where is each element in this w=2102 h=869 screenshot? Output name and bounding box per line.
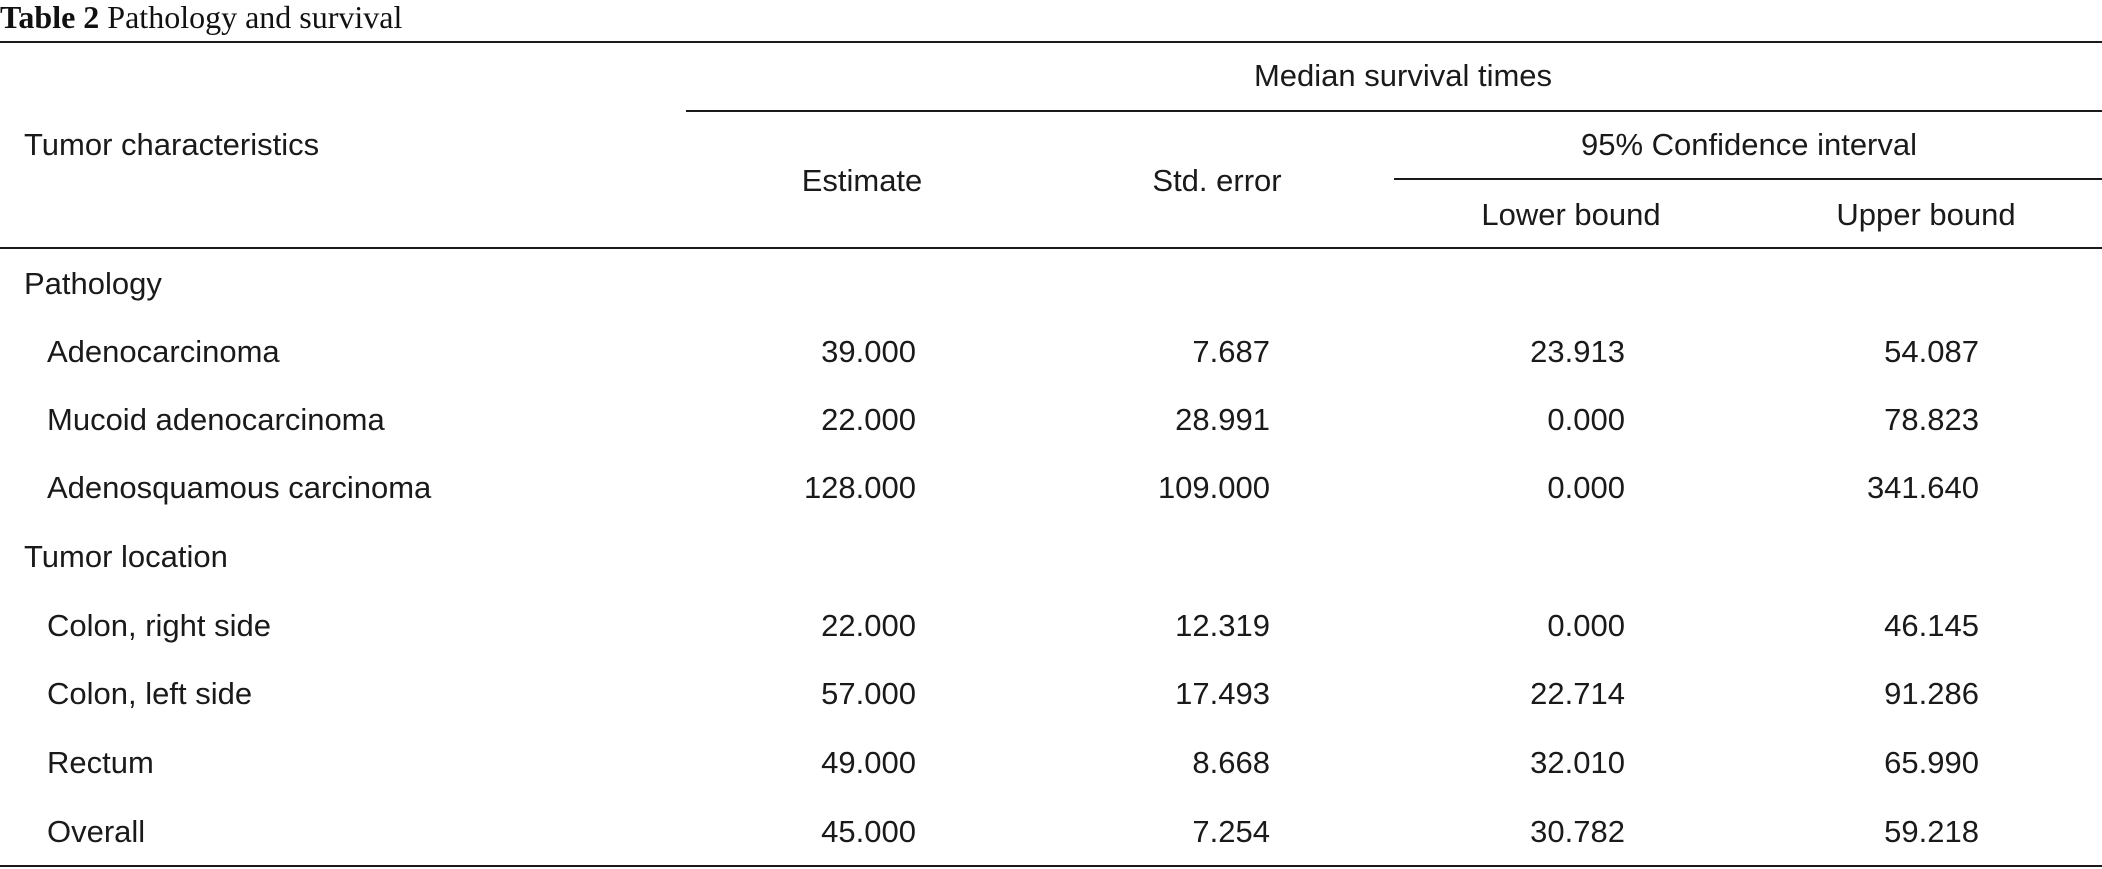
cell-upper-bound: 46.145 [1884,608,1979,643]
table-label: Table 2 [0,0,100,35]
cell-estimate: 57.000 [821,676,916,711]
cell-std-error: 7.254 [1192,814,1270,849]
cell-estimate: 49.000 [821,745,916,780]
header-median-survival: Median survival times [1253,58,1553,93]
bottom-rule [0,865,2102,867]
cell-upper-bound: 341.640 [1866,470,1979,505]
header-ci-rule [1394,178,2102,180]
header-tumor-characteristics: Tumor characteristics [24,127,320,162]
cell-std-error: 109.000 [1157,470,1270,505]
cell-lower-bound: 0.000 [1547,470,1625,505]
row-label: Overall [47,814,146,849]
cell-upper-bound: 65.990 [1884,745,1979,780]
cell-std-error: 17.493 [1175,676,1270,711]
header-group-rule [686,110,2102,112]
cell-upper-bound: 59.218 [1884,814,1979,849]
cell-estimate: 128.000 [803,470,916,505]
cell-lower-bound: 30.782 [1530,814,1625,849]
cell-lower-bound: 32.010 [1530,745,1625,780]
cell-estimate: 45.000 [821,814,916,849]
row-label: Mucoid adenocarcinoma [47,402,385,437]
row-label: Colon, left side [47,676,253,711]
row-label: Rectum [47,745,154,780]
cell-upper-bound: 78.823 [1884,402,1979,437]
header-upper-bound: Upper bound [1836,197,2016,232]
cell-lower-bound: 22.714 [1530,676,1625,711]
header-estimate: Estimate [801,163,923,198]
cell-upper-bound: 54.087 [1884,334,1979,369]
cell-std-error: 12.319 [1175,608,1270,643]
cell-estimate: 22.000 [821,402,916,437]
section-tumor-location: Tumor location [24,539,228,574]
section-pathology: Pathology [24,266,162,301]
cell-lower-bound: 23.913 [1530,334,1625,369]
cell-estimate: 39.000 [821,334,916,369]
cell-lower-bound: 0.000 [1547,402,1625,437]
header-std-error: Std. error [1152,163,1282,198]
row-label: Adenosquamous carcinoma [47,470,432,505]
cell-lower-bound: 0.000 [1547,608,1625,643]
table-caption [0,0,402,34]
cell-std-error: 28.991 [1175,402,1270,437]
cell-std-error: 8.668 [1192,745,1270,780]
header-bottom-rule [0,247,2102,249]
cell-estimate: 22.000 [821,608,916,643]
table-title: Pathology and survival [107,0,403,35]
cell-std-error: 7.687 [1192,334,1270,369]
row-label: Adenocarcinoma [47,334,280,369]
cell-upper-bound: 91.286 [1884,676,1979,711]
row-label: Colon, right side [47,608,272,643]
top-rule [0,41,2102,43]
header-lower-bound: Lower bound [1481,197,1661,232]
header-ci: 95% Confidence interval [1580,127,1918,162]
